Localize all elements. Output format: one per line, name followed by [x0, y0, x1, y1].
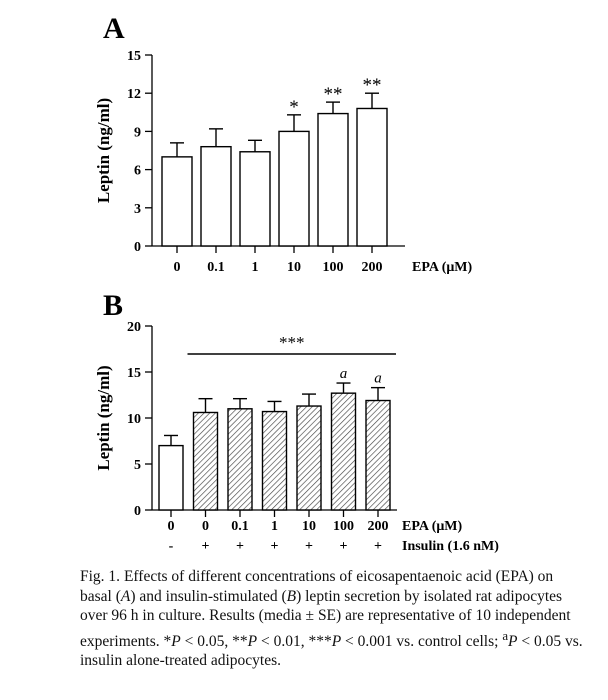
insulin-sign: +: [201, 539, 210, 554]
bar: [228, 409, 252, 510]
y-tick-label: 6: [134, 163, 141, 179]
y-tick-label: 5: [134, 458, 141, 473]
x-tick-label: 1: [251, 260, 259, 275]
x-tick-label: 0: [173, 260, 181, 275]
y-tick-label: 9: [134, 125, 141, 141]
x-tick-label: 10: [287, 260, 301, 275]
y-tick-label: 10: [127, 412, 141, 427]
x-axis-label: EPA (μM): [402, 519, 463, 534]
x-tick-label: 10: [302, 519, 316, 534]
bar: [240, 152, 270, 246]
x-tick-label: 200: [367, 519, 389, 534]
x-tick-label: 0.1: [231, 519, 249, 534]
insulin-sign: +: [236, 539, 244, 554]
bar: [279, 131, 309, 246]
bar: [194, 412, 218, 510]
figure-caption: Fig. 1. Effects of different concentrations of eicosapentaenoic acid (EPA) on basal (A) and insulin-stimulated (B) leptin secretion by isolated rat adipocytes over 96 h in culture. Results (media ± SE) are representative of 10 independent experiments. *P < 0.05, **P < 0.01, ***P < 0.001 vs. control cells; $^a$P < 0.05 vs. insulin alone-treated adipocytes.: [80, 568, 583, 670]
x-tick-label: 0: [167, 519, 175, 534]
bar: [159, 446, 183, 510]
x-tick-label: 1: [271, 519, 278, 534]
bar: [162, 157, 192, 246]
y-axis-label: Leptin (ng/ml): [94, 97, 113, 204]
y-tick-label: 3: [134, 201, 141, 217]
y-tick-label: 0: [134, 240, 141, 255]
panel-label: B: [103, 289, 124, 322]
x-tick-label: 100: [322, 260, 344, 275]
bar: [332, 393, 356, 510]
insulin-sign: +: [305, 539, 313, 554]
y-tick-label: 0: [134, 504, 141, 519]
y-tick-label: 12: [127, 87, 141, 103]
y-tick-label: 15: [127, 366, 141, 381]
significance-marker: *: [289, 96, 299, 118]
y-tick-label: 15: [127, 49, 141, 64]
bar: [263, 412, 287, 510]
x-tick-label: 100: [333, 519, 354, 534]
panel-a: [94, 12, 473, 275]
x-tick-label: 0: [202, 519, 209, 534]
insulin-sign: +: [374, 539, 382, 554]
x-tick-label: 200: [361, 260, 383, 275]
caption-fig-label: Fig. 1.: [80, 568, 121, 585]
insulin-sign: -: [168, 539, 174, 554]
y-axis-label: Leptin (ng/ml): [94, 365, 113, 471]
bar: [297, 406, 321, 510]
x-axis-label: EPA (μM): [412, 260, 473, 275]
significance-marker: a: [339, 366, 348, 383]
panel-label: A: [103, 12, 125, 45]
y-tick-label: 20: [127, 320, 141, 335]
insulin-sign: +: [339, 539, 348, 554]
bracket-label: ***: [279, 333, 305, 352]
insulin-sign: +: [270, 539, 279, 554]
x-tick-label: 0.1: [207, 260, 225, 275]
panel-b: [94, 289, 499, 554]
significance-marker: **: [362, 75, 382, 97]
bar: [357, 108, 387, 246]
bar: [366, 401, 390, 510]
insulin-row-label: Insulin (1.6 nM): [402, 539, 499, 554]
bar: [318, 114, 348, 246]
significance-marker: a: [374, 370, 382, 387]
bar: [201, 147, 231, 246]
significance-marker: **: [323, 84, 343, 106]
